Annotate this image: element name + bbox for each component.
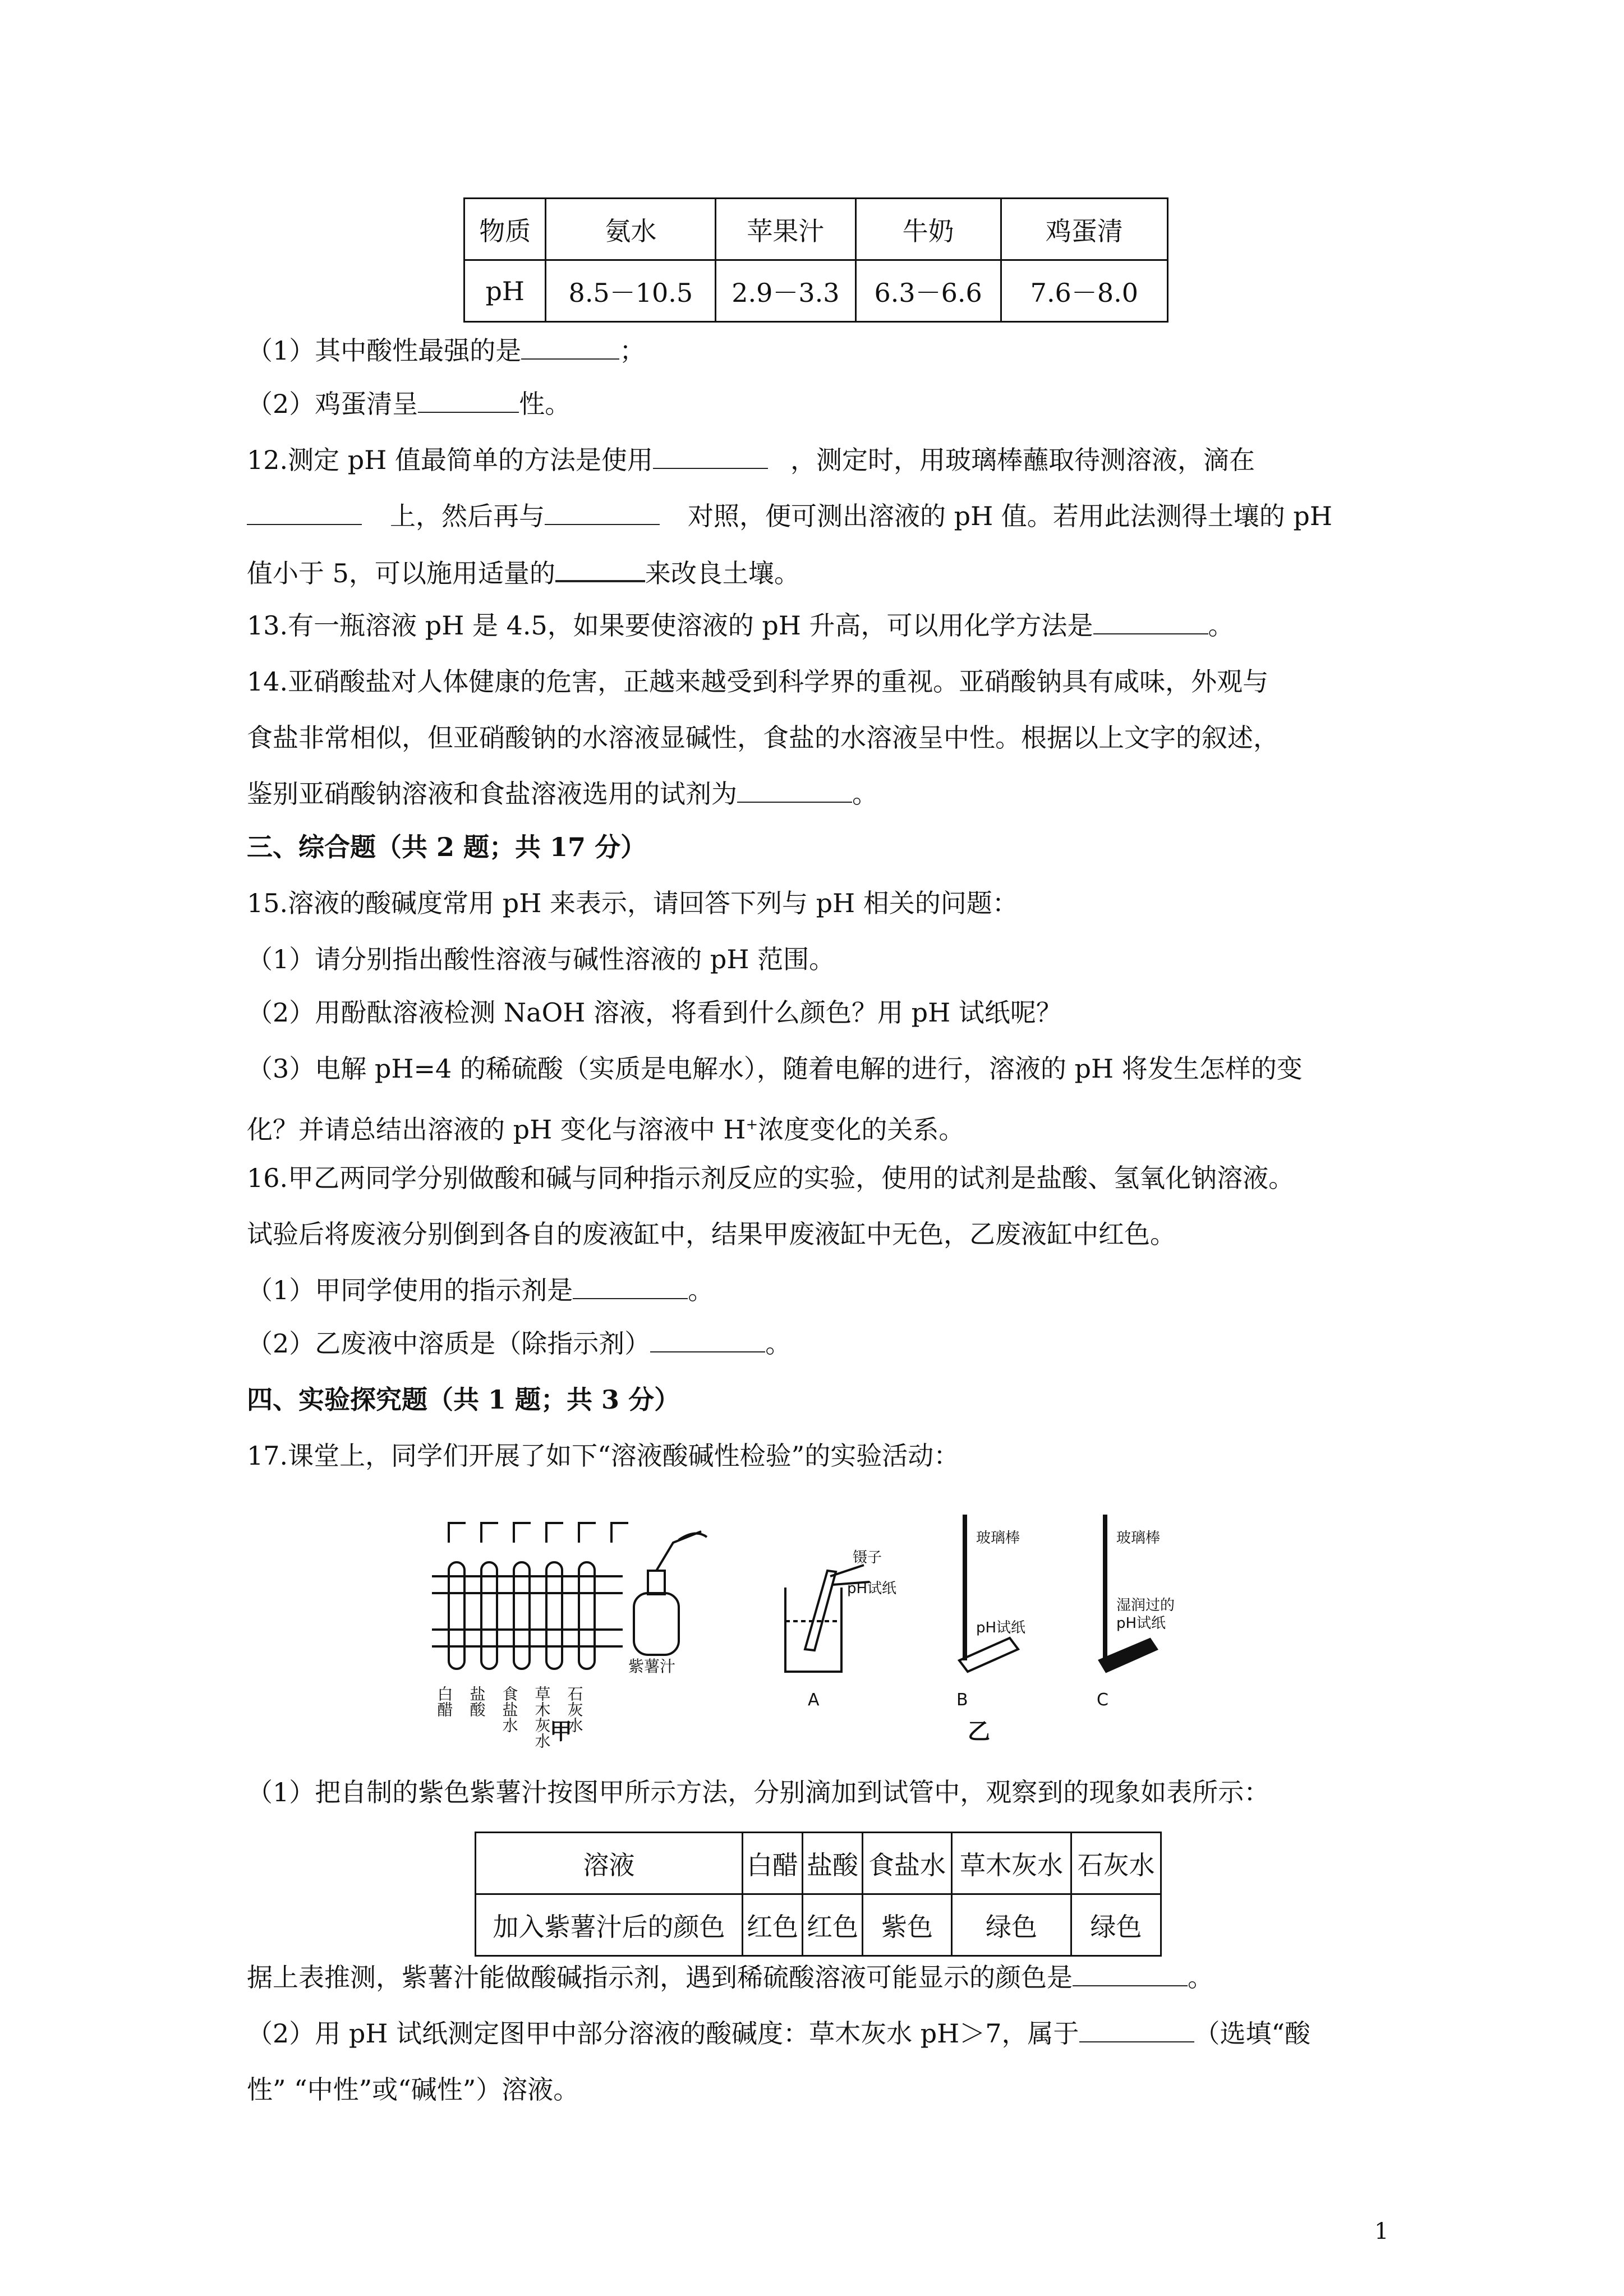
- drop-arrow: [611, 1523, 628, 1543]
- test-tube: [514, 1562, 530, 1669]
- text: 。: [852, 779, 878, 809]
- tube-label: 草木灰水: [532, 1686, 551, 1749]
- tube-label: 石灰水: [565, 1686, 584, 1733]
- dropper-hand: [656, 1531, 701, 1571]
- section-heading-4: 四、实验探究题（共 1 题；共 3 分）: [247, 1384, 680, 1415]
- q17-part1: （1）把自制的紫色紫薯汁按图甲所示方法，分别滴加到试管中，观察到的现象如表所示：: [247, 1777, 1270, 1807]
- page-number: 1: [1374, 2219, 1389, 2244]
- answer-blank[interactable]: [1073, 1961, 1188, 1986]
- dropper-label: 紫薯汁: [628, 1657, 676, 1676]
- table-cell: 苹果汁: [716, 199, 855, 260]
- q14-line1: 14.亚硝酸盐对人体健康的危害，正越来越受到科学界的重视。亚硝酸钠具有咸味，外观与: [247, 666, 1269, 697]
- q15-line4: （3）电解 pH=4 的稀硫酸（实质是电解水），随着电解的进行，溶液的 pH 将发生怎样的变: [247, 1053, 1303, 1084]
- table-row: [476, 1833, 1161, 1894]
- q12-line3: [247, 555, 800, 590]
- figure-jia: [432, 1523, 707, 1669]
- answer-blank[interactable]: [545, 499, 660, 525]
- test-tube: [481, 1562, 497, 1669]
- table-cell: 红色: [743, 1894, 803, 1956]
- label-c: C: [1097, 1690, 1108, 1710]
- table-cell: 草木灰水: [952, 1833, 1071, 1894]
- drop-arrow: [546, 1523, 563, 1543]
- q17-part2: [247, 2017, 1310, 2050]
- answer-blank[interactable]: [573, 1273, 688, 1299]
- table-cell: 7.6－8.0: [1001, 260, 1167, 322]
- answer-blank[interactable]: [247, 499, 362, 525]
- q17-line1: 17.课堂上，同学们开展了如下“溶液酸碱性检验”的实验活动：: [247, 1441, 960, 1471]
- text: 据上表推测，紫薯汁能做酸碱指示剂，遇到稀硫酸溶液可能显示的颜色是: [247, 1962, 1073, 1993]
- table-cell: 紫色: [863, 1894, 952, 1956]
- beaker: [785, 1588, 841, 1672]
- text: （2）乙废液中溶质是（除指示剂）: [247, 1328, 651, 1359]
- label-ph-paper-a: pH试纸: [847, 1580, 897, 1597]
- q14-line3: [247, 777, 878, 811]
- answer-blank[interactable]: [650, 1327, 765, 1352]
- label-tweezers: 镊子: [853, 1549, 882, 1566]
- superscript: +: [746, 1116, 758, 1133]
- answer-blank[interactable]: [521, 334, 619, 360]
- tube-label: 白醋: [435, 1686, 454, 1717]
- q11-part2: [247, 387, 571, 421]
- label-a: A: [808, 1690, 820, 1710]
- answer-blank[interactable]: [653, 443, 768, 469]
- label-wet-paper-2: pH试纸: [1116, 1615, 1166, 1632]
- table-cell: 白醋: [743, 1833, 803, 1894]
- answer-blank[interactable]: [737, 777, 852, 803]
- label-b: B: [956, 1690, 968, 1710]
- text: 。: [1188, 1962, 1213, 1993]
- text: 浓度变化的关系。: [758, 1114, 965, 1145]
- tube-label: 食盐水: [500, 1686, 519, 1733]
- drop-arrow: [481, 1523, 498, 1543]
- text: （1）其中酸性最强的是: [247, 335, 522, 366]
- text: （2）用 pH 试纸测定图甲中部分溶液的酸碱度：草木灰水 pH＞7，属于: [247, 2018, 1079, 2049]
- label-glass-rod-b: 玻璃棒: [976, 1530, 1020, 1547]
- test-tube: [546, 1562, 562, 1669]
- q11-part1: [247, 334, 645, 367]
- ph-paper-strip: [805, 1571, 836, 1650]
- test-tube: [449, 1562, 464, 1669]
- label-ph-paper-b: pH试纸: [976, 1619, 1026, 1636]
- q13: [247, 609, 1234, 642]
- q15-line5: [247, 1108, 964, 1146]
- q16-line2: 试验后将废液分别倒到各自的废液缸中，结果甲废液缸中无色，乙废液缸中红色。: [247, 1219, 1176, 1249]
- figure-yi: [785, 1515, 1157, 1672]
- wet-ph-paper: [1099, 1639, 1157, 1672]
- table-cell: 氨水: [546, 199, 716, 260]
- q14-line2: 食盐非常相似，但亚硝酸钠的水溶液显碱性，食盐的水溶液呈中性。根据以上文字的叙述，: [247, 723, 1279, 753]
- q16-line3: [247, 1273, 714, 1307]
- table-cell: 溶液: [476, 1833, 743, 1894]
- section-heading-3: 三、综合题（共 2 题；共 17 分）: [247, 832, 647, 862]
- text: 上，然后再与: [390, 501, 545, 531]
- text: 12.测定 pH 值最简单的方法是使用: [247, 445, 653, 475]
- table-cell: 加入紫薯汁后的颜色: [476, 1894, 743, 1956]
- text: （选填“酸: [1194, 2018, 1311, 2049]
- text: （1）甲同学使用的指示剂是: [247, 1275, 573, 1305]
- table-cell: 2.9－3.3: [716, 260, 855, 322]
- drop-arrow: [579, 1523, 596, 1543]
- q15-line2: （1）请分别指出酸性溶液与碱性溶液的 pH 范围。: [247, 944, 835, 974]
- experiment-figure: [415, 1509, 1257, 1750]
- text: ；: [619, 335, 646, 366]
- table-cell: 石灰水: [1071, 1833, 1161, 1894]
- figure-label-jia: 甲: [550, 1719, 572, 1745]
- table-cell: 物质: [464, 199, 546, 260]
- table-row: [476, 1894, 1161, 1956]
- table-cell: 食盐水: [863, 1833, 952, 1894]
- table-cell: 鸡蛋清: [1001, 199, 1167, 260]
- table-cell: 红色: [803, 1894, 863, 1956]
- label-wet-paper-1: 湿润过的: [1116, 1597, 1175, 1614]
- table-row: [464, 260, 1168, 322]
- ph-table: [463, 197, 1168, 323]
- text: 值小于 5，可以施用适量的: [247, 558, 555, 588]
- text: 。: [688, 1275, 714, 1305]
- q15-line1: 15.溶液的酸碱度常用 pH 来表示，请回答下列与 pH 相关的问题：: [247, 888, 1018, 918]
- table-cell: 牛奶: [855, 199, 1001, 260]
- text: 鉴别亚硝酸钠溶液和食盐溶液选用的试剂为: [247, 779, 737, 809]
- q17-part3: 性” “中性”或“碱性”）溶液。: [247, 2074, 579, 2105]
- q16-line4: [247, 1327, 791, 1360]
- table-cell: 8.5－10.5: [546, 260, 716, 322]
- q12-line2: [247, 499, 1332, 533]
- text: 。: [765, 1328, 792, 1359]
- dropper-neck: [648, 1571, 665, 1594]
- q17-inference: [247, 1961, 1213, 1994]
- answer-blank[interactable]: [555, 555, 645, 582]
- text: 对照，便可测出溶液的 pH 值。若用此法测得土壤的 pH: [688, 501, 1332, 531]
- drop-arrow: [514, 1523, 531, 1543]
- table-row: [464, 199, 1168, 260]
- table-cell: 盐酸: [803, 1833, 863, 1894]
- label-glass-rod-c: 玻璃棒: [1116, 1530, 1161, 1547]
- text: （2）鸡蛋清呈: [247, 389, 418, 419]
- text: ，测定时，用玻璃棒蘸取待测溶液，滴在: [790, 445, 1255, 475]
- q12-line1: [247, 443, 1255, 477]
- answer-blank[interactable]: [418, 387, 519, 413]
- answer-blank[interactable]: [1093, 609, 1208, 634]
- answer-blank[interactable]: [1079, 2017, 1194, 2042]
- text: 。: [1208, 610, 1234, 641]
- drop-arrow: [449, 1523, 466, 1543]
- dropper-bottle: [634, 1593, 679, 1655]
- text: 13.有一瓶溶液 pH 是 4.5，如果要使溶液的 pH 升高，可以用化学方法是: [247, 610, 1093, 641]
- table-cell: pH: [464, 260, 546, 322]
- text: 性。: [519, 389, 571, 419]
- figure-label-yi: 乙: [968, 1719, 990, 1745]
- test-tube: [579, 1562, 595, 1669]
- q15-line3: （2）用酚酞溶液检测 NaOH 溶液，将看到什么颜色？用 pH 试纸呢？: [247, 997, 1062, 1028]
- tube-label: 盐酸: [467, 1686, 486, 1717]
- color-table: [475, 1832, 1162, 1957]
- q16-line1: 16.甲乙两同学分别做酸和碱与同种指示剂反应的实验，使用的试剂是盐酸、氢氧化钠溶液。: [247, 1163, 1295, 1193]
- text: 化？并请总结出溶液的 pH 变化与溶液中 H: [247, 1114, 746, 1145]
- table-cell: 绿色: [952, 1894, 1071, 1956]
- table-cell: 6.3－6.6: [855, 260, 1001, 322]
- ph-paper: [959, 1638, 1018, 1672]
- text: 来改良土壤。: [645, 558, 800, 588]
- table-cell: 绿色: [1071, 1894, 1161, 1956]
